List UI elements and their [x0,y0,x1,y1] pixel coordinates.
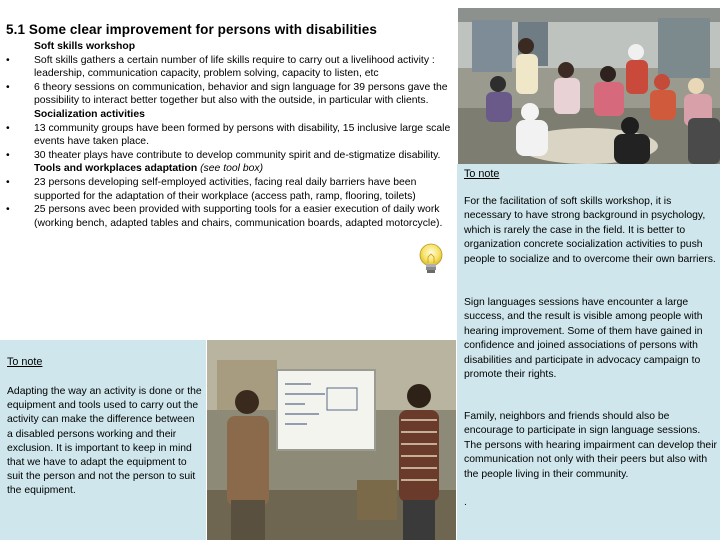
section-header-socialization: Socialization activities [34,108,145,120]
note-header: To note [464,168,500,180]
section-header-soft-skills: Soft skills workshop [34,41,136,52]
bullet-item: • 6 theory sessions on communication, behavior and sign language for 39 persons gave the possibility to interact better together but also with the outside, in particular with clients. [6,81,448,107]
bullet-list [0,40,452,230]
note-text: Adapting the way an activity is done or the equipment and tools used to carry out the activity can make the difference between a disabled persons working and their exclusion. It is important to keep in mind that we have to adapt the equipment to suit the person and not the person to suit the equipment. [7,386,202,497]
workshop-group-photo [458,8,720,164]
note-paragraph: Sign languages sessions have encounter a large success, and the result is visible among people with hearing improvement. Some of them have gained in confidence and joined associations of persons with disabilities and participate in advocacy campaign to promote their rights. [464,297,703,381]
bullet-item: • 23 persons developing self-employed activities, facing real daily barriers have been supported for the adaptation of their workplace (access path, ramp, flooring, toilets) [6,176,417,202]
bullet-item: • 25 persons avec been provided with supporting tools for a easier execution of daily work (working bench, adapted tables and chairs, communication boards, adapted motorcycle). [6,204,443,229]
note-header: To note [7,356,43,368]
page-title: 5.1 Some clear improvement for persons with disabilities [6,22,377,37]
left-note-box [0,340,206,540]
bullet-item: • Soft skills gathers a certain number of life skills require to carry out a livelihood activity : leadership, communication capacity, problem solving, capacity to listen, etc [6,54,435,80]
note-paragraph: Family, neighbors and friends should also be encourage to participate in sign language sessions. The persons with hearing impairment can develop their communication not only with their peers but also with the people living in their community. [464,411,717,480]
note-paragraph: For the facilitation of soft skills workshop, it is necessary to have strong background in psychology, which is rarely the case in the field. It is better to organization concrete socialization activities to push people to socialize and to overcome their own barriers. [464,196,716,265]
bullet-item: • 13 community groups have been formed by persons with disability, 15 inclusive large scale events have taken place. [6,122,451,148]
lightbulb-icon [418,243,444,277]
note-paragraph: . [464,497,467,508]
bullet-item: • 30 theater plays have contribute to develop community spirit and de-stigmatize disability. [6,149,441,161]
section-header-tools: Tools and workplaces adaptation (see tool box) [34,163,264,175]
workplace-photo [207,340,456,540]
right-note-box [457,164,720,540]
